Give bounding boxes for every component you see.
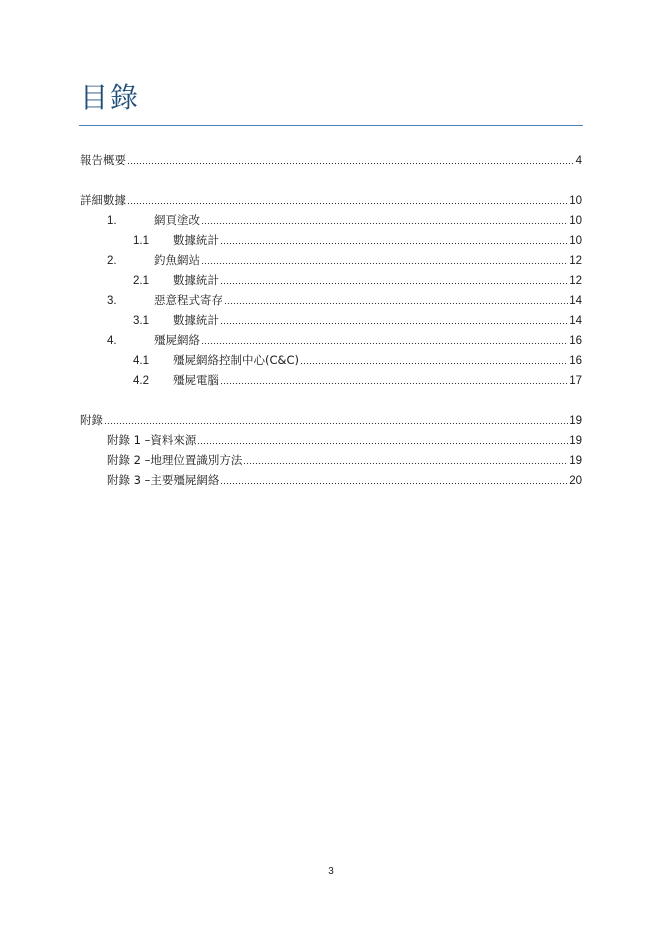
toc-entry-title: 殭屍網絡 — [154, 333, 200, 347]
toc-entry-appendix-2[interactable] — [80, 450, 582, 470]
dot-leader — [127, 193, 568, 205]
dot-leader — [224, 293, 568, 305]
toc-entry-malware-hosting[interactable] — [80, 290, 582, 310]
toc-entry-defacement-stats[interactable] — [80, 230, 582, 250]
toc-entry-page: 12 — [569, 275, 582, 287]
dot-leader — [220, 313, 568, 325]
dot-leader — [220, 273, 568, 285]
toc-entry-title: 詳細數據 — [80, 193, 126, 207]
page-number: 3 — [328, 866, 334, 877]
toc-entry-title: 附錄 1 –資料來源 — [107, 433, 197, 447]
toc-entry-title: 殭屍電腦 — [173, 373, 219, 387]
dot-leader — [201, 333, 568, 345]
toc-entry-defacement[interactable] — [80, 210, 582, 230]
toc-entry-number: 2.1 — [133, 275, 149, 287]
toc-entry-number: 4.2 — [133, 375, 149, 387]
toc-entry-appendix[interactable] — [80, 410, 582, 430]
toc-entry-number: 1. — [107, 215, 117, 227]
toc-entry-page: 17 — [569, 375, 582, 387]
toc-entry-appendix-1[interactable] — [80, 430, 582, 450]
toc-entry-title: 殭屍網絡控制中心(C&C) — [173, 353, 299, 367]
toc-entry-page: 14 — [569, 315, 582, 327]
toc-entry-page: 4 — [575, 155, 582, 167]
dot-leader — [127, 153, 575, 165]
toc-entry-page: 10 — [569, 195, 582, 207]
toc-entry-botnet-cc[interactable] — [80, 350, 582, 370]
toc-entry-title: 惡意程式寄存 — [154, 293, 223, 307]
toc-entry-botnet[interactable] — [80, 330, 582, 350]
toc-entry-number: 3. — [107, 295, 117, 307]
toc-entry-page: 16 — [569, 355, 582, 367]
dot-leader — [104, 413, 568, 425]
toc-entry-page: 16 — [569, 335, 582, 347]
toc-entry-title: 附錄 3 –主要殭屍網絡 — [107, 473, 220, 487]
toc-entry-title: 附錄 2 –地理位置識別方法 — [107, 453, 243, 467]
dot-leader — [220, 373, 568, 385]
toc-entry-number: 2. — [107, 255, 117, 267]
toc-entry-title: 附錄 — [80, 413, 103, 427]
toc-entry-title: 數據統計 — [173, 313, 219, 327]
heading-divider — [79, 125, 583, 126]
toc-entry-page: 19 — [569, 435, 582, 447]
dot-leader — [220, 473, 568, 485]
toc-entry-number: 3.1 — [133, 315, 149, 327]
toc-entry-report-summary[interactable] — [80, 150, 582, 170]
dot-leader — [243, 453, 568, 465]
toc-entry-title: 報告概要 — [80, 153, 126, 167]
toc-entry-page: 10 — [569, 215, 582, 227]
toc-entry-page: 12 — [569, 255, 582, 267]
toc-entry-number: 1.1 — [133, 235, 149, 247]
toc-entry-malware-stats[interactable] — [80, 310, 582, 330]
dot-leader — [220, 233, 568, 245]
toc-entry-title: 網頁塗改 — [154, 213, 200, 227]
toc-entry-page: 19 — [569, 415, 582, 427]
dot-leader — [201, 253, 568, 265]
toc-entry-number: 4. — [107, 335, 117, 347]
toc-entry-page: 19 — [569, 455, 582, 467]
toc-entry-page: 20 — [569, 475, 582, 487]
toc-entry-detailed-data[interactable] — [80, 190, 582, 210]
toc-entry-title: 數據統計 — [173, 273, 219, 287]
toc-entry-number: 4.1 — [133, 355, 149, 367]
toc-entry-page: 14 — [569, 295, 582, 307]
dot-leader — [197, 433, 568, 445]
toc-entry-phishing[interactable] — [80, 250, 582, 270]
toc-entry-appendix-3[interactable] — [80, 470, 582, 490]
toc-entry-bot-computers[interactable] — [80, 370, 582, 390]
dot-leader — [201, 213, 568, 225]
dot-leader — [300, 353, 568, 365]
toc-entry-phishing-stats[interactable] — [80, 270, 582, 290]
toc-heading: 目錄 — [80, 81, 141, 114]
toc-entry-title: 釣魚網站 — [154, 253, 200, 267]
table-of-contents — [80, 150, 582, 490]
toc-entry-title: 數據統計 — [173, 233, 219, 247]
toc-entry-page: 10 — [569, 235, 582, 247]
